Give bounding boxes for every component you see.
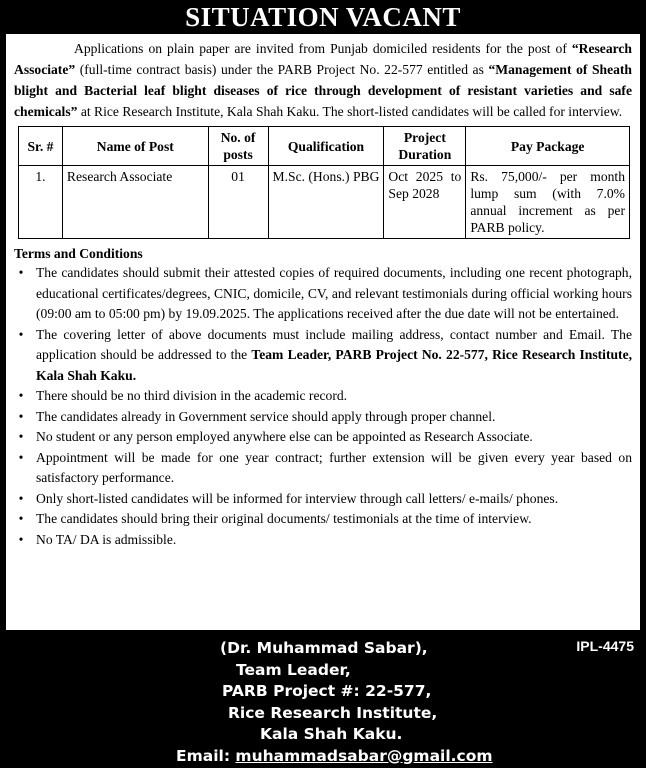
bullet-icon: •	[18, 531, 24, 547]
ad-body	[6, 34, 640, 630]
bullet-icon: •	[18, 429, 24, 444]
bullet-icon: •	[18, 490, 24, 506]
list-item	[14, 325, 632, 387]
ad-title: SITUATION VACANT	[185, 2, 461, 32]
cell-post: Research Associate	[62, 166, 208, 239]
header-count: No. of posts	[208, 127, 268, 166]
list-item	[14, 263, 632, 325]
signatory-email-line	[160, 746, 540, 768]
intro-paragraph	[14, 38, 632, 122]
term-text: Only short-listed candidates will be informed for interview through call letters/ e-mails/ phones.	[36, 490, 559, 506]
bullet-icon: •	[18, 449, 24, 465]
bullet-icon: •	[18, 511, 24, 526]
table-header-row	[19, 127, 630, 166]
bullet-icon: •	[18, 388, 24, 403]
term-text: The covering letter of above documents must include mailing address, contact number and Email. The application should be addressed to the	[36, 326, 632, 362]
header-duration: Project Duration	[384, 127, 466, 166]
email-label: Email:	[176, 746, 236, 765]
posts-table	[18, 126, 630, 239]
terms-list	[14, 263, 632, 550]
header-post: Name of Post	[62, 127, 208, 166]
cell-count: 01	[208, 166, 268, 239]
term-text: The candidates should submit their attested copies of required documents, including one recent photograph, educational certificates/degrees, CNIC, domicile, CV, and relevant testimonials during official working hours (09:00 am to 05:00 pm) by 19.09.2025. The applications received after the due date will not be entertained.	[36, 265, 632, 321]
header-sr: Sr. #	[19, 127, 63, 166]
cell-duration: Oct 2025 to Sep 2028	[384, 166, 466, 239]
terms-heading: Terms and Conditions	[14, 246, 143, 261]
list-item	[14, 448, 632, 489]
term-addressee-bold: Team Leader, PARB Project No. 22-577, Rice Research Institute, Kala Shah Kaku.	[36, 347, 633, 383]
cell-sr: 1.	[19, 166, 63, 239]
header-qualification: Qualification	[268, 127, 384, 166]
signatory-designation: Team Leader,	[236, 660, 351, 679]
list-item	[14, 427, 632, 448]
list-item	[14, 407, 632, 428]
cell-pay: Rs. 75,000/- per month lump sum (with 7.0% annual increment as per PARB policy.	[466, 166, 630, 239]
term-text: Appointment will be made for one year contract; further extension will be given every year based on satisfactory performance.	[36, 449, 632, 485]
intro-text-1: Applications on plain paper are invited from Punjab domiciled residents for the post of	[74, 41, 572, 56]
bullet-icon: •	[18, 326, 24, 342]
list-item	[14, 509, 632, 530]
term-text: There should be no third division in the academic record.	[36, 388, 348, 403]
list-item	[14, 530, 632, 551]
cell-qualification: M.Sc. (Hons.) PBG	[268, 166, 384, 239]
signatory-project: PARB Project #: 22-577,	[222, 682, 432, 700]
bullet-icon: •	[18, 265, 24, 280]
header-pay: Pay Package	[466, 127, 630, 166]
intro-text-2: (full-time contract basis) under the PARB Project No. 22-577 entitled as	[75, 62, 489, 77]
signatory-details	[160, 638, 540, 767]
signature-block	[0, 630, 646, 768]
signatory-name: (Dr. Muhammad Sabar),	[220, 639, 428, 657]
term-text: The candidates should bring their original documents/ testimonials at the time of interview.	[36, 511, 532, 526]
list-item	[14, 489, 632, 510]
ad-code: IPL-4475	[576, 638, 634, 654]
intro-text-3: at Rice Research Institute, Kala Shah Kaku. The short-listed candidates will be called for interview.	[77, 104, 623, 119]
signatory-place: Kala Shah Kaku.	[260, 725, 403, 743]
table-row	[19, 166, 630, 239]
term-text: The candidates already in Government service should apply through proper channel.	[36, 408, 496, 424]
bullet-icon: •	[18, 408, 24, 424]
email-link[interactable]: muhammadsabar@gmail.com	[235, 746, 493, 765]
list-item	[14, 386, 632, 407]
signatory-institute: Rice Research Institute,	[228, 703, 438, 722]
post-name-bold: “Research Associate”	[14, 41, 632, 77]
term-text: No student or any person employed anywhere else can be appointed as Research Associate.	[36, 429, 533, 444]
project-title-bold: “Management of Sheath blight and Bacterial leaf blight diseases of rice through development of resistant varieties and safe chemicals”	[14, 62, 632, 119]
term-text: No TA/ DA is admissible.	[36, 531, 177, 547]
